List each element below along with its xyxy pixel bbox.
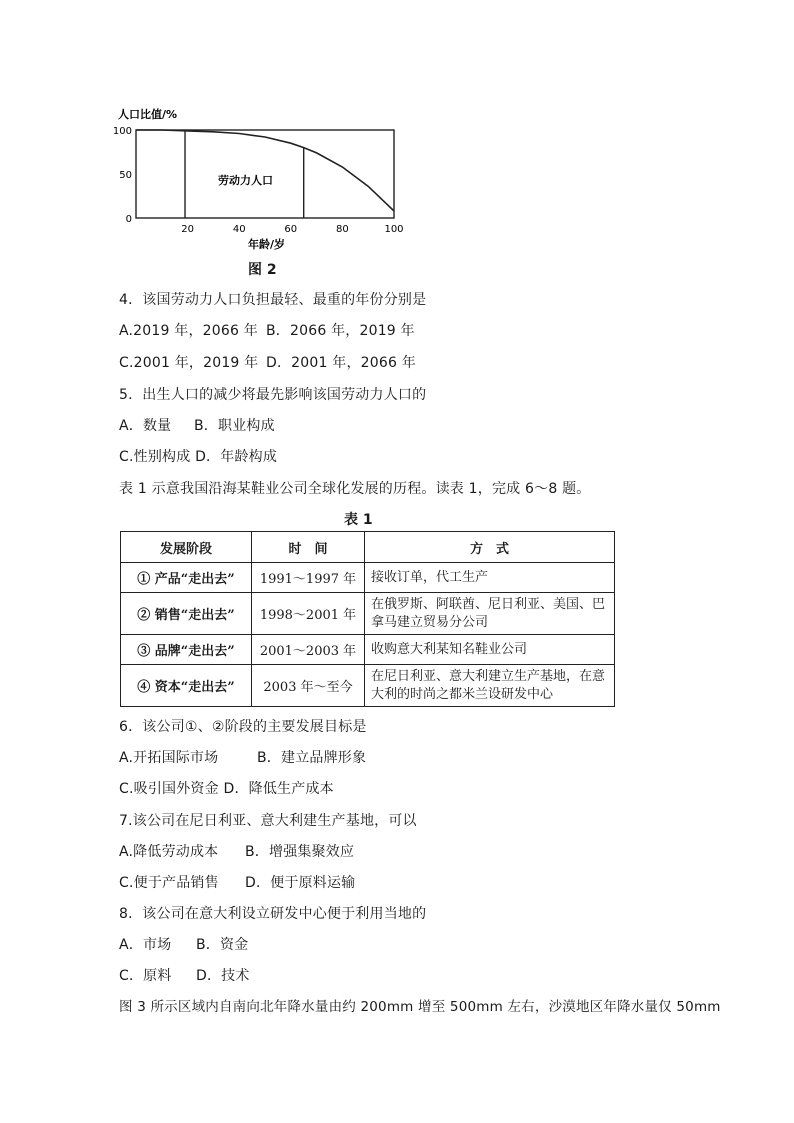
area-label-labor-population: 劳动力人口	[218, 174, 273, 187]
y-axis-label: 人口比值/%	[118, 108, 178, 121]
question-6-stem: 6．该公司①、②阶段的主要发展目标是	[119, 719, 367, 735]
question-7-option-d: D．便于原料运输	[245, 875, 356, 891]
mode-cell: 在俄罗斯、阿联酋、尼日利亚、美国、巴拿马建立贸易分公司	[365, 593, 615, 635]
question-5-option-b: B．职业构成	[194, 418, 275, 434]
x-tick-group	[181, 224, 403, 235]
time-cell: 1998～2001 年	[252, 593, 365, 635]
question-4-option-a: A.2019 年，2066 年	[119, 323, 258, 339]
figure-2-caption: 图 2	[248, 262, 277, 278]
header-stage: 发展阶段	[121, 532, 252, 563]
x-tick-label: 60	[284, 224, 298, 235]
question-7-stem: 7.该公司在尼日利亚、意大利建生产基地，可以	[119, 813, 417, 829]
table-row	[121, 635, 615, 665]
table-1-intro: 表 1 示意我国沿海某鞋业公司全球化发展的历程。读表 1，完成 6～8 题。	[119, 481, 591, 497]
question-6-option-b: B．建立品牌形象	[257, 750, 367, 766]
question-5-option-a: A．数量	[119, 418, 172, 434]
time-cell: 2003 年～至今	[252, 665, 365, 707]
question-7-option-c: C.便于产品销售	[119, 875, 219, 891]
question-7-option-a: A.降低劳动成本	[119, 844, 219, 860]
table-1	[120, 531, 615, 707]
stage-cell: ① 产品“走出去”	[121, 563, 252, 593]
question-5-options-c-d: C.性别构成 D．年龄构成	[119, 449, 278, 465]
table-row	[121, 593, 615, 635]
question-7-option-b: B．增强集聚效应	[245, 844, 355, 860]
stage-cell: ② 销售“走出去”	[121, 593, 252, 635]
question-5-stem: 5．出生人口的减少将最先影响该国劳动力人口的	[119, 387, 427, 403]
x-tick-label: 40	[232, 224, 246, 235]
x-tick-label: 100	[384, 224, 404, 235]
population-ratio-curve	[136, 130, 394, 211]
mode-cell: 收购意大利某知名鞋业公司	[365, 635, 615, 665]
question-8-option-d: D．技术	[196, 968, 250, 984]
time-cell: 1991～1997 年	[252, 563, 365, 593]
question-6-options-c-d: C.吸引国外资金 D．降低生产成本	[119, 781, 334, 797]
question-4-option-b: B．2066 年，2019 年	[266, 323, 415, 339]
question-8-stem: 8．该公司在意大利设立研发中心便于利用当地的	[119, 906, 427, 922]
question-8-option-a: A．市场	[119, 937, 172, 953]
question-4-stem: 4．该国劳动力人口负担最轻、最重的年份分别是	[119, 292, 427, 308]
y-tick-label: 0	[125, 214, 132, 225]
table-1-title: 表 1	[344, 512, 373, 528]
question-6-option-a: A.开拓国际市场	[119, 750, 219, 766]
y-tick-group	[113, 126, 132, 225]
header-mode: 方 式	[365, 532, 615, 563]
question-4-option-d: D．2001 年，2066 年	[266, 355, 416, 371]
x-axis-label: 年龄/岁	[248, 238, 286, 251]
question-8-option-c: C．原料	[119, 968, 172, 984]
table-row	[121, 563, 615, 593]
figure-3-intro: 图 3 所示区域内自南向北年降水量由约 200mm 增至 500mm 左右，沙漠地区年降水量仅 50mm	[119, 999, 721, 1015]
time-cell: 2001～2003 年	[252, 635, 365, 665]
y-tick-label: 50	[119, 170, 132, 181]
question-8-option-b: B．资金	[196, 937, 249, 953]
table-row	[121, 665, 615, 707]
figure-2-chart	[112, 104, 412, 256]
x-tick-label: 80	[336, 224, 349, 235]
header-time: 时 间	[252, 532, 365, 563]
y-tick-label: 100	[112, 126, 132, 137]
stage-cell: ③ 品牌“走出去”	[121, 635, 252, 665]
x-tick-label: 20	[181, 224, 194, 235]
stage-cell: ④ 资本“走出去”	[121, 665, 252, 707]
table-header-row	[121, 532, 615, 563]
mode-cell: 接收订单，代工生产	[365, 563, 615, 593]
mode-cell: 在尼日利亚、意大利建立生产基地，在意大利的时尚之都米兰设研发中心	[365, 665, 615, 707]
question-4-option-c: C.2001 年，2019 年	[119, 355, 259, 371]
